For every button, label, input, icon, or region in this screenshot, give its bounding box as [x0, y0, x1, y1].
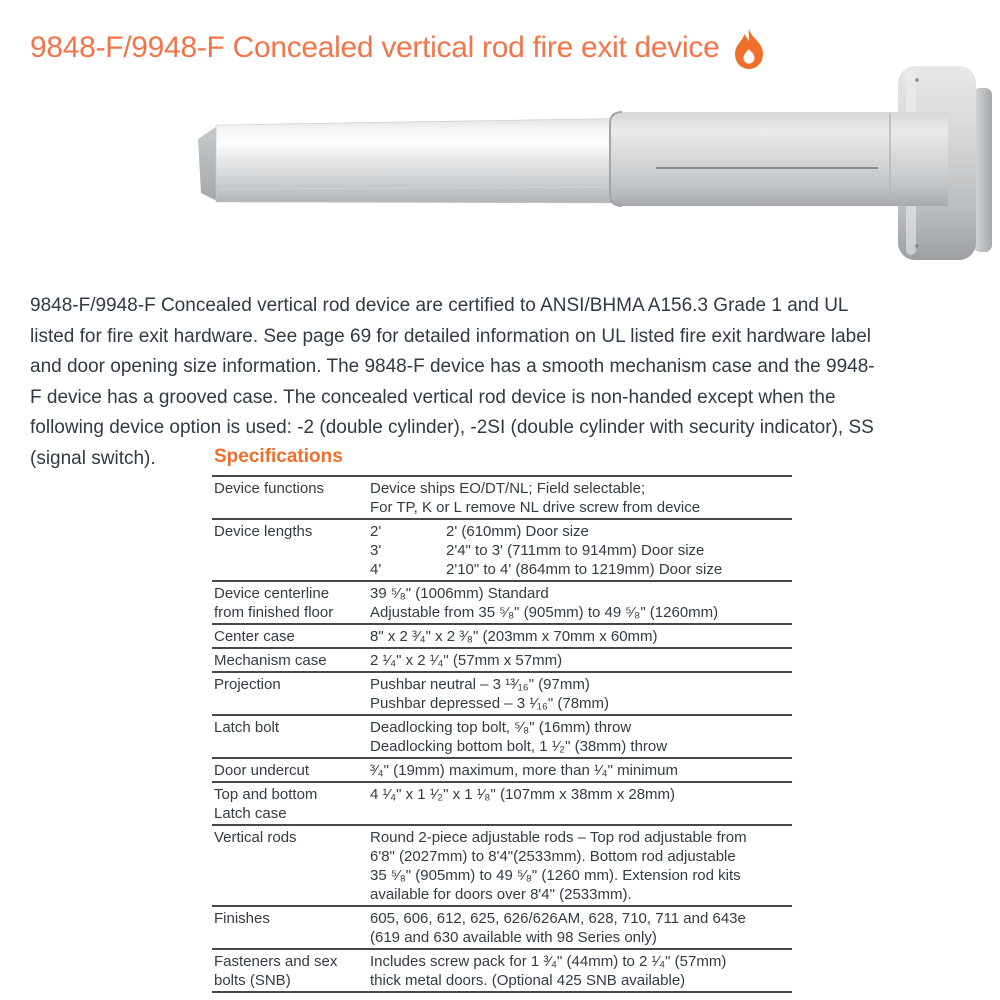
- spec-row: [212, 783, 792, 826]
- spec-row-value: [370, 909, 792, 947]
- spec-row-label: Center case: [214, 628, 295, 645]
- spec-value-line: 2 ¹⁄₄" x 2 ¹⁄₄" (57mm x 57mm): [370, 652, 563, 669]
- specifications-section: [212, 446, 792, 993]
- spec-value-line: Pushbar neutral – 3 ¹³⁄₁₆" (97mm): [370, 676, 590, 693]
- spec-row-value: [370, 479, 792, 517]
- spec-value-line: 605, 606, 612, 625, 626/626AM, 628, 710, 711 and 643e: [370, 910, 746, 927]
- touch-rail: [216, 118, 652, 203]
- spec-row-label: Projection: [214, 676, 281, 693]
- spec-row: [212, 520, 792, 582]
- spec-row: [212, 950, 792, 993]
- spec-value-line: 4 ¹⁄₄" x 1 ¹⁄₂" x 1 ¹⁄₈" (107mm x 38mm x 28mm): [370, 786, 676, 803]
- spec-value-line: [370, 541, 792, 560]
- intro-paragraph: 9848-F/9948-F Concealed vertical rod device are certified to ANSI/BHMA A156.3 Grade 1 and UL listed for fire exit hardware. See page 69 for detailed information on UL listed fire exit hardware label and door opening size information. The 9848-F device has a smooth mechanism case and the 9948-F device has a grooved case. The concealed vertical rod device is non-handed except when the following device option is used: -2 (double cylinder), -2SI (double cylinder with security indicator), SS (signal switch).: [30, 295, 875, 469]
- spec-row-value: [370, 651, 792, 670]
- device-length-desc: 2'10" to 4' (864mm to 1219mm) Door size: [446, 561, 723, 578]
- spec-row-label: Device functions: [214, 480, 325, 497]
- spec-row-label: Fasteners and sex bolts (SNB): [214, 953, 338, 989]
- spec-value-line: [370, 560, 792, 579]
- spec-value-line: For TP, K or L remove NL drive screw from device: [370, 499, 701, 516]
- spec-value-line: 8" x 2 ³⁄₄" x 2 ³⁄₈" (203mm x 70mm x 60mm): [370, 628, 658, 645]
- spec-value-line: Includes screw pack for 1 ³⁄₄" (44mm) to 2 ¹⁄₄" (57mm): [370, 953, 727, 970]
- spec-row-value: [370, 522, 792, 579]
- spec-row: [212, 649, 792, 673]
- spec-row: [212, 826, 792, 907]
- spec-row: [212, 582, 792, 625]
- spec-row: [212, 673, 792, 716]
- spec-row: [212, 625, 792, 649]
- device-length-size: 4': [370, 561, 382, 578]
- spec-row-value: [370, 718, 792, 756]
- spec-value-line: thick metal doors. (Optional 425 SNB available): [370, 972, 686, 989]
- spec-row: [212, 716, 792, 759]
- spec-row-value: [370, 584, 792, 622]
- device-length-desc: 2' (610mm) Door size: [446, 523, 589, 540]
- spec-value-line: Device ships EO/DT/NL; Field selectable;: [370, 480, 646, 497]
- page-title-text: 9848-F/9948-F Concealed vertical rod fire exit device: [30, 31, 720, 64]
- spec-value-line: Pushbar depressed – 3 ¹⁄₁₆" (78mm): [370, 695, 610, 712]
- spec-value-line: 6'8" (2027mm) to 8'4"(2533mm). Bottom rod adjustable: [370, 848, 736, 865]
- spec-value-line: ³⁄₄" (19mm) maximum, more than ¹⁄₄" minimum: [370, 762, 678, 779]
- spec-value-line: (619 and 630 available with 98 Series only): [370, 929, 657, 946]
- spec-value-line: Round 2-piece adjustable rods – Top rod adjustable from: [370, 829, 747, 846]
- device-length-desc: 2'4" to 3' (711mm to 914mm) Door size: [446, 542, 705, 559]
- left-end-cap: [198, 126, 217, 201]
- spec-row-value: [370, 952, 792, 990]
- spec-value-line: Deadlocking bottom bolt, 1 ¹⁄₂" (38mm) throw: [370, 738, 668, 755]
- spec-row-label: Device lengths: [214, 523, 313, 540]
- spec-row-value: [370, 785, 792, 823]
- spec-row-label: Mechanism case: [214, 652, 327, 669]
- exit-device-illustration: [190, 62, 998, 270]
- spec-row-value: [370, 675, 792, 713]
- spec-row-value: [370, 761, 792, 780]
- spec-row-label: Device centerline from finished floor: [214, 585, 334, 621]
- spec-row: [212, 477, 792, 520]
- spec-value-line: Adjustable from 35 ⁵⁄₈" (905mm) to 49 ⁵⁄₈" (1260mm): [370, 604, 719, 621]
- spec-row-label: Vertical rods: [214, 829, 297, 846]
- spec-row-value: [370, 828, 792, 904]
- pushbar-sleeve: [610, 112, 948, 206]
- device-length-size: 3': [370, 542, 382, 559]
- spec-value-line: 39 ⁵⁄₈" (1006mm) Standard: [370, 585, 549, 602]
- specifications-heading: Specifications: [214, 446, 343, 467]
- spec-row: [212, 759, 792, 783]
- spec-value-line: 35 ⁵⁄₈" (905mm) to 49 ⁵⁄₈" (1260 mm). Extension rod kits: [370, 867, 741, 884]
- spec-value-line: [370, 522, 792, 541]
- spec-value-line: Deadlocking top bolt, ⁵⁄₈" (16mm) throw: [370, 719, 632, 736]
- spec-row-label: Top and bottom Latch case: [214, 786, 318, 822]
- spec-table: [212, 475, 792, 993]
- spec-value-line: available for doors over 8'4" (2533mm).: [370, 886, 632, 903]
- product-image: [190, 62, 998, 270]
- spec-row-label: Latch bolt: [214, 719, 280, 736]
- spec-row-value: [370, 627, 792, 646]
- device-length-size: 2': [370, 523, 382, 540]
- spec-row-label: Door undercut: [214, 762, 310, 779]
- spec-row: [212, 907, 792, 950]
- spec-row-label: Finishes: [214, 910, 270, 927]
